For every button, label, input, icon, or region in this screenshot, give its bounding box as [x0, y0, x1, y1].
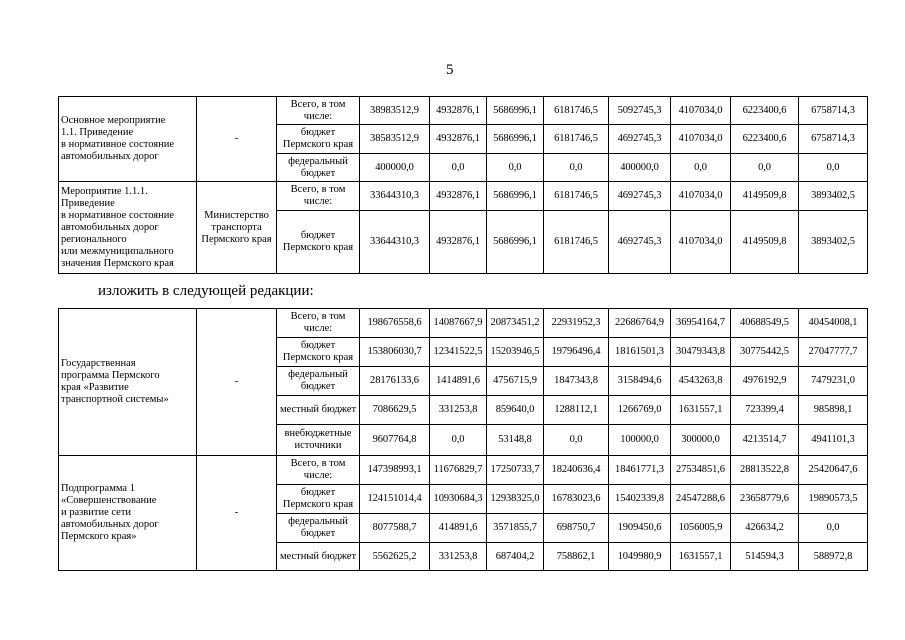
amount-cell: 198676558,6: [360, 309, 430, 338]
amount-cell: 0,0: [544, 425, 609, 456]
amount-cell: 38983512,9: [360, 97, 430, 125]
amount-cell: 3158494,6: [609, 367, 671, 396]
amount-cell: 0,0: [731, 154, 799, 182]
amount-cell: 53148,8: [487, 425, 544, 456]
amount-cell: 758862,1: [544, 543, 609, 571]
amount-cell: 18240636,4: [544, 456, 609, 485]
amount-cell: 0,0: [487, 154, 544, 182]
amount-cell: 985898,1: [799, 396, 868, 425]
amount-cell: 40688549,5: [731, 309, 799, 338]
amount-cell: 4932876,1: [430, 211, 487, 274]
funding-source-cell: бюджет Пермского края: [277, 125, 360, 154]
amount-cell: 100000,0: [609, 425, 671, 456]
funding-source-cell: местный бюджет: [277, 396, 360, 425]
budget-table-old: [58, 96, 868, 274]
amount-cell: 12341522,5: [430, 338, 487, 367]
amount-cell: 9607764,8: [360, 425, 430, 456]
amount-cell: 0,0: [430, 425, 487, 456]
amount-cell: 0,0: [799, 514, 868, 543]
funding-source-cell: бюджет Пермского края: [277, 485, 360, 514]
funding-source-cell: федеральный бюджет: [277, 367, 360, 396]
amount-cell: 15203946,5: [487, 338, 544, 367]
amount-cell: 22931952,3: [544, 309, 609, 338]
amount-cell: 5686996,1: [487, 125, 544, 154]
amount-cell: 5686996,1: [487, 211, 544, 274]
amount-cell: 14087667,9: [430, 309, 487, 338]
program-name-cell: Мероприятие 1.1.1. Приведение в нормативное состояние автомобильных дорог регионального или межмуниципального значения Пермского края: [59, 182, 197, 274]
amount-cell: 6758714,3: [799, 125, 868, 154]
amount-cell: 5562625,2: [360, 543, 430, 571]
amount-cell: 30479343,8: [671, 338, 731, 367]
amount-cell: 723399,4: [731, 396, 799, 425]
responsible-cell: -: [197, 97, 277, 182]
amount-cell: 28176133,6: [360, 367, 430, 396]
amount-cell: 588972,8: [799, 543, 868, 571]
amount-cell: 153806030,7: [360, 338, 430, 367]
amount-cell: 3893402,5: [799, 182, 868, 211]
amount-cell: 0,0: [799, 154, 868, 182]
amount-cell: 1288112,1: [544, 396, 609, 425]
amount-cell: 6181746,5: [544, 97, 609, 125]
amount-cell: 0,0: [671, 154, 731, 182]
amount-cell: 23658779,6: [731, 485, 799, 514]
amount-cell: 1049980,9: [609, 543, 671, 571]
amount-cell: 400000,0: [609, 154, 671, 182]
amount-cell: 4692745,3: [609, 211, 671, 274]
amount-cell: 18461771,3: [609, 456, 671, 485]
amount-cell: 4941101,3: [799, 425, 868, 456]
amount-cell: 36954164,7: [671, 309, 731, 338]
amount-cell: 17250733,7: [487, 456, 544, 485]
amount-cell: 5686996,1: [487, 97, 544, 125]
amount-cell: 1266769,0: [609, 396, 671, 425]
amount-cell: 1414891,6: [430, 367, 487, 396]
amount-cell: 18161501,3: [609, 338, 671, 367]
amount-cell: 6223400,6: [731, 125, 799, 154]
funding-source-cell: федеральный бюджет: [277, 154, 360, 182]
amount-cell: 0,0: [544, 154, 609, 182]
amount-cell: 16783023,6: [544, 485, 609, 514]
amount-cell: 6758714,3: [799, 97, 868, 125]
amount-cell: 10930684,3: [430, 485, 487, 514]
funding-source-cell: Всего, в том числе:: [277, 97, 360, 125]
funding-source-cell: бюджет Пермского края: [277, 211, 360, 274]
funding-source-cell: местный бюджет: [277, 543, 360, 571]
program-name-cell: Подпрограмма 1 «Совершенствование и развитие сети автомобильных дорог Пермского края»: [59, 456, 197, 571]
amount-cell: 4976192,9: [731, 367, 799, 396]
amount-cell: 4107034,0: [671, 182, 731, 211]
amount-cell: 4149509,8: [731, 182, 799, 211]
amount-cell: 6181746,5: [544, 125, 609, 154]
amount-cell: 4107034,0: [671, 211, 731, 274]
amount-cell: 514594,3: [731, 543, 799, 571]
amount-cell: 859640,0: [487, 396, 544, 425]
table-row: [59, 182, 868, 211]
budget-table-new: [58, 308, 868, 571]
amount-cell: 0,0: [430, 154, 487, 182]
amount-cell: 38583512,9: [360, 125, 430, 154]
amount-cell: 27047777,7: [799, 338, 868, 367]
amount-cell: 3571855,7: [487, 514, 544, 543]
amount-cell: 414891,6: [430, 514, 487, 543]
amount-cell: 22686764,9: [609, 309, 671, 338]
amount-cell: 4932876,1: [430, 125, 487, 154]
amount-cell: 4692745,3: [609, 125, 671, 154]
amount-cell: 698750,7: [544, 514, 609, 543]
amount-cell: 4213514,7: [731, 425, 799, 456]
amount-cell: 331253,8: [430, 396, 487, 425]
amount-cell: 11676829,7: [430, 456, 487, 485]
program-name-cell: Основное мероприятие 1.1. Приведение в нормативное состояние автомобильных дорог: [59, 97, 197, 182]
amount-cell: 147398993,1: [360, 456, 430, 485]
amount-cell: 25420647,6: [799, 456, 868, 485]
amount-cell: 300000,0: [671, 425, 731, 456]
amount-cell: 4692745,3: [609, 182, 671, 211]
amount-cell: 4932876,1: [430, 182, 487, 211]
amount-cell: 331253,8: [430, 543, 487, 571]
amount-cell: 5686996,1: [487, 182, 544, 211]
amount-cell: 12938325,0: [487, 485, 544, 514]
amount-cell: 40454008,1: [799, 309, 868, 338]
amount-cell: 1631557,1: [671, 543, 731, 571]
funding-source-cell: внебюджетные источники: [277, 425, 360, 456]
responsible-cell: Министерство транспорта Пермского края: [197, 182, 277, 274]
amount-cell: 28813522,8: [731, 456, 799, 485]
amount-cell: 687404,2: [487, 543, 544, 571]
responsible-cell: -: [197, 456, 277, 571]
amount-cell: 4149509,8: [731, 211, 799, 274]
amount-cell: 33644310,3: [360, 182, 430, 211]
table-row: [59, 456, 868, 485]
funding-source-cell: федеральный бюджет: [277, 514, 360, 543]
amount-cell: 4543263,8: [671, 367, 731, 396]
amount-cell: 3893402,5: [799, 211, 868, 274]
funding-source-cell: Всего, в том числе:: [277, 182, 360, 211]
amount-cell: 6181746,5: [544, 211, 609, 274]
amount-cell: 6223400,6: [731, 97, 799, 125]
amount-cell: 30775442,5: [731, 338, 799, 367]
amount-cell: 7479231,0: [799, 367, 868, 396]
program-name-cell: Государственная программа Пермского края «Развитие транспортной системы»: [59, 309, 197, 456]
amount-cell: 20873451,2: [487, 309, 544, 338]
funding-source-cell: Всего, в том числе:: [277, 309, 360, 338]
amount-cell: 4107034,0: [671, 125, 731, 154]
amount-cell: 400000,0: [360, 154, 430, 182]
funding-source-cell: Всего, в том числе:: [277, 456, 360, 485]
amount-cell: 1909450,6: [609, 514, 671, 543]
amount-cell: 426634,2: [731, 514, 799, 543]
amount-cell: 7086629,5: [360, 396, 430, 425]
amount-cell: 19890573,5: [799, 485, 868, 514]
amount-cell: 24547288,6: [671, 485, 731, 514]
amount-cell: 1847343,8: [544, 367, 609, 396]
amount-cell: 15402339,8: [609, 485, 671, 514]
amount-cell: 8077588,7: [360, 514, 430, 543]
table-row: [59, 309, 868, 338]
amount-cell: 4932876,1: [430, 97, 487, 125]
amount-cell: 1056005,9: [671, 514, 731, 543]
amount-cell: 6181746,5: [544, 182, 609, 211]
amount-cell: 33644310,3: [360, 211, 430, 274]
amendment-caption: изложить в следующей редакции:: [98, 283, 314, 299]
amount-cell: 19796496,4: [544, 338, 609, 367]
responsible-cell: -: [197, 309, 277, 456]
amount-cell: 4756715,9: [487, 367, 544, 396]
amount-cell: 4107034,0: [671, 97, 731, 125]
amount-cell: 1631557,1: [671, 396, 731, 425]
amount-cell: 124151014,4: [360, 485, 430, 514]
amount-cell: 5092745,3: [609, 97, 671, 125]
table-row: [59, 97, 868, 125]
funding-source-cell: бюджет Пермского края: [277, 338, 360, 367]
amount-cell: 27534851,6: [671, 456, 731, 485]
page-number: 5: [446, 62, 454, 78]
